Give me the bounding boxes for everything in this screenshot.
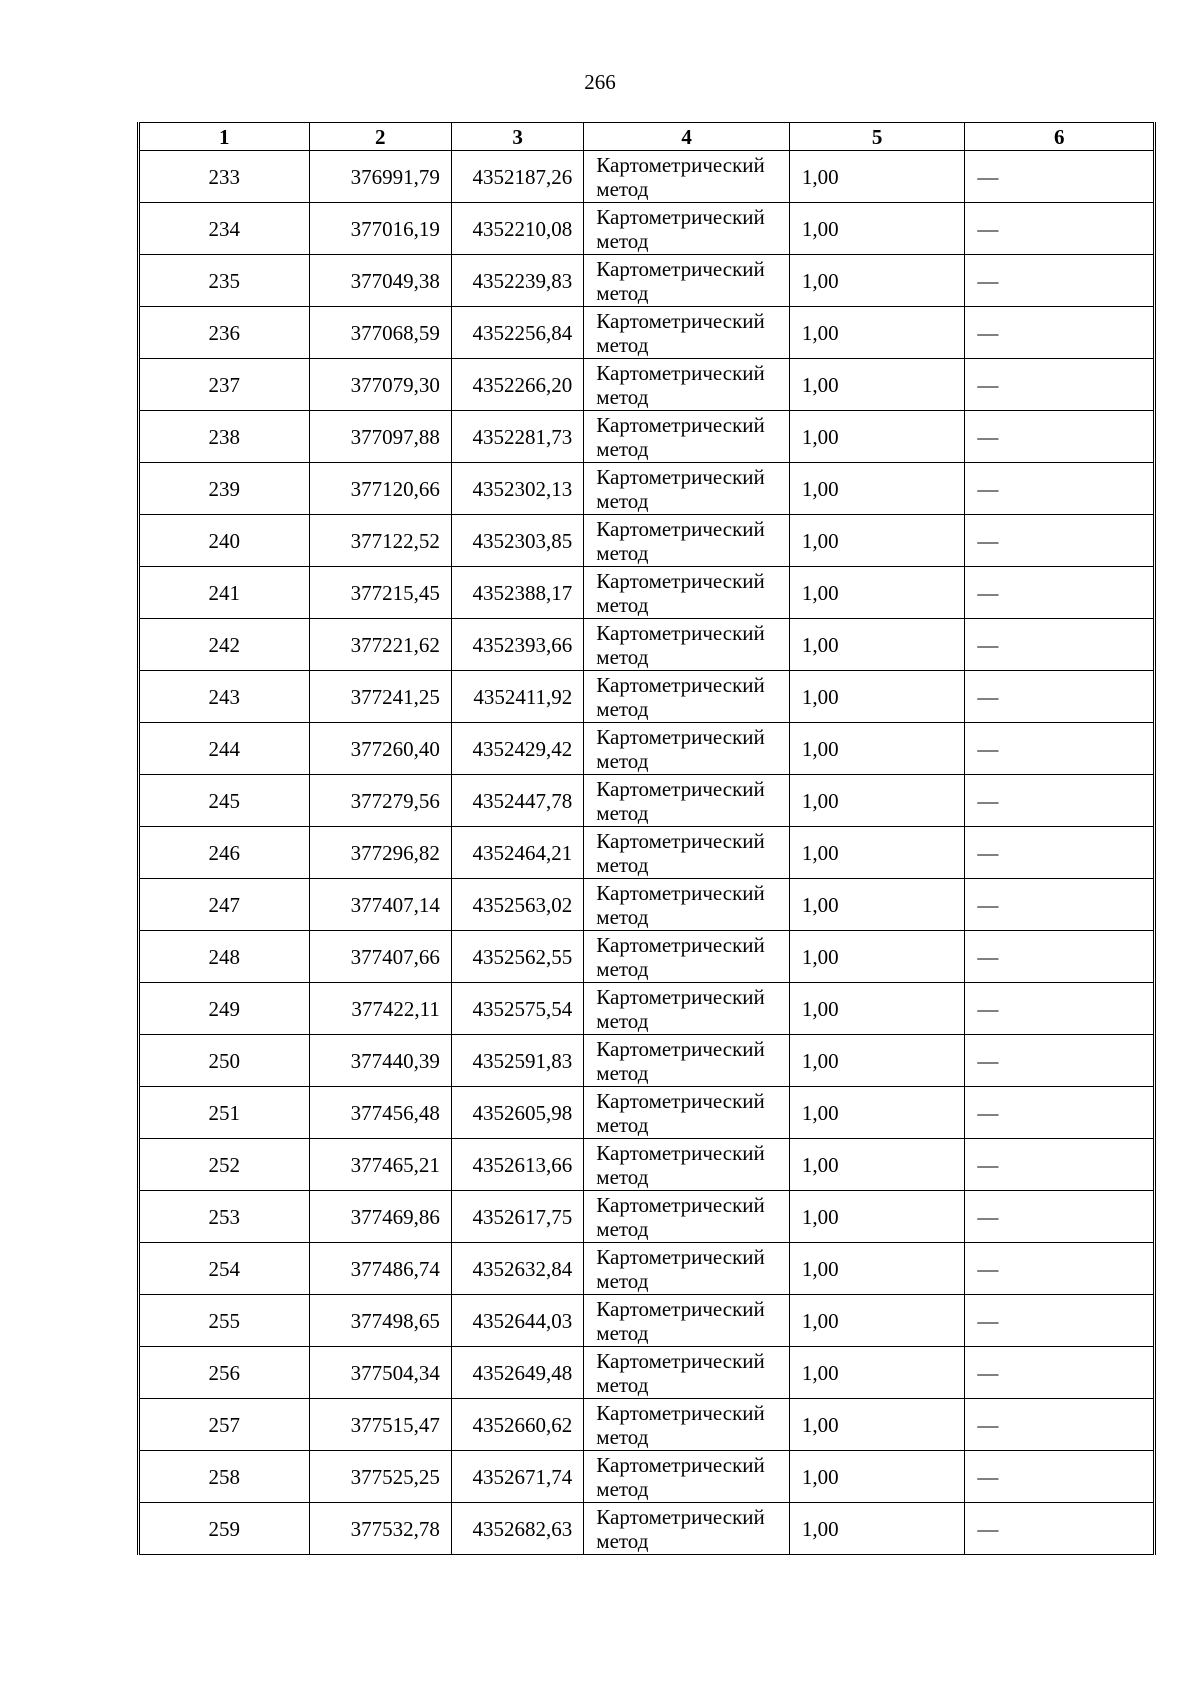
point-number-cell: 248 bbox=[139, 931, 310, 983]
table-row bbox=[139, 307, 1155, 359]
point-number-cell: 237 bbox=[139, 359, 310, 411]
method-line-2: метод bbox=[596, 1320, 649, 1345]
table-row bbox=[139, 879, 1155, 931]
table-row bbox=[139, 723, 1155, 775]
note-cell: — bbox=[965, 723, 1155, 775]
table-row bbox=[139, 1035, 1155, 1087]
point-number-cell: 249 bbox=[139, 983, 310, 1035]
y-coordinate-cell: 4352644,03 bbox=[451, 1295, 583, 1347]
note-cell: — bbox=[965, 463, 1155, 515]
method-line-1: Картометрический bbox=[596, 308, 765, 333]
note-cell: — bbox=[965, 151, 1155, 203]
method-line-2: метод bbox=[596, 800, 649, 825]
method-line-1: Картометрический bbox=[596, 620, 765, 645]
point-number-cell: 259 bbox=[139, 1503, 310, 1555]
table-row bbox=[139, 1295, 1155, 1347]
table-row bbox=[139, 931, 1155, 983]
method-line-2: метод bbox=[596, 228, 649, 253]
note-cell: — bbox=[965, 1347, 1155, 1399]
method-line-1: Картометрический bbox=[596, 1400, 765, 1425]
y-coordinate-cell: 4352388,17 bbox=[451, 567, 583, 619]
accuracy-cell: 1,00 bbox=[789, 1139, 965, 1191]
method-cell bbox=[584, 1399, 790, 1451]
note-cell: — bbox=[965, 775, 1155, 827]
header-row bbox=[139, 123, 1155, 151]
note-cell: — bbox=[965, 827, 1155, 879]
note-cell: — bbox=[965, 307, 1155, 359]
accuracy-cell: 1,00 bbox=[789, 879, 965, 931]
x-coordinate-cell: 377407,66 bbox=[309, 931, 451, 983]
y-coordinate-cell: 4352281,73 bbox=[451, 411, 583, 463]
method-line-2: метод bbox=[596, 176, 649, 201]
accuracy-cell: 1,00 bbox=[789, 411, 965, 463]
accuracy-cell: 1,00 bbox=[789, 931, 965, 983]
method-cell bbox=[584, 515, 790, 567]
method-cell bbox=[584, 463, 790, 515]
x-coordinate-cell: 377016,19 bbox=[309, 203, 451, 255]
method-line-1: Картометрический bbox=[596, 1192, 765, 1217]
note-cell: — bbox=[965, 671, 1155, 723]
note-cell: — bbox=[965, 411, 1155, 463]
note-cell: — bbox=[965, 255, 1155, 307]
table-row bbox=[139, 359, 1155, 411]
note-cell: — bbox=[965, 1503, 1155, 1555]
table-row bbox=[139, 567, 1155, 619]
point-number-cell: 239 bbox=[139, 463, 310, 515]
method-line-2: метод bbox=[596, 1216, 649, 1241]
method-line-2: метод bbox=[596, 436, 649, 461]
y-coordinate-cell: 4352605,98 bbox=[451, 1087, 583, 1139]
method-line-1: Картометрический bbox=[596, 672, 765, 697]
method-line-1: Картометрический bbox=[596, 984, 765, 1009]
table-row bbox=[139, 1243, 1155, 1295]
y-coordinate-cell: 4352210,08 bbox=[451, 203, 583, 255]
y-coordinate-cell: 4352303,85 bbox=[451, 515, 583, 567]
y-coordinate-cell: 4352464,21 bbox=[451, 827, 583, 879]
note-cell: — bbox=[965, 567, 1155, 619]
method-line-2: метод bbox=[596, 1164, 649, 1189]
method-line-2: метод bbox=[596, 332, 649, 357]
y-coordinate-cell: 4352613,66 bbox=[451, 1139, 583, 1191]
accuracy-cell: 1,00 bbox=[789, 1347, 965, 1399]
method-line-2: метод bbox=[596, 1424, 649, 1449]
accuracy-cell: 1,00 bbox=[789, 359, 965, 411]
table-row bbox=[139, 515, 1155, 567]
method-cell bbox=[584, 619, 790, 671]
accuracy-cell: 1,00 bbox=[789, 619, 965, 671]
x-coordinate-cell: 377525,25 bbox=[309, 1451, 451, 1503]
method-line-1: Картометрический bbox=[596, 776, 765, 801]
method-line-1: Картометрический bbox=[596, 360, 765, 385]
method-line-1: Картометрический bbox=[596, 1452, 765, 1477]
method-line-1: Картометрический bbox=[596, 828, 765, 853]
column-header-3: 3 bbox=[451, 123, 583, 151]
table-row bbox=[139, 827, 1155, 879]
x-coordinate-cell: 377279,56 bbox=[309, 775, 451, 827]
table-body bbox=[139, 151, 1155, 1555]
table-row bbox=[139, 1347, 1155, 1399]
x-coordinate-cell: 377122,52 bbox=[309, 515, 451, 567]
y-coordinate-cell: 4352266,20 bbox=[451, 359, 583, 411]
point-number-cell: 234 bbox=[139, 203, 310, 255]
y-coordinate-cell: 4352256,84 bbox=[451, 307, 583, 359]
method-line-1: Картометрический bbox=[596, 1348, 765, 1373]
accuracy-cell: 1,00 bbox=[789, 1295, 965, 1347]
y-coordinate-cell: 4352617,75 bbox=[451, 1191, 583, 1243]
note-cell: — bbox=[965, 1243, 1155, 1295]
accuracy-cell: 1,00 bbox=[789, 1087, 965, 1139]
point-number-cell: 236 bbox=[139, 307, 310, 359]
column-header-1: 1 bbox=[139, 123, 310, 151]
accuracy-cell: 1,00 bbox=[789, 827, 965, 879]
accuracy-cell: 1,00 bbox=[789, 1035, 965, 1087]
point-number-cell: 244 bbox=[139, 723, 310, 775]
y-coordinate-cell: 4352429,42 bbox=[451, 723, 583, 775]
method-cell bbox=[584, 359, 790, 411]
point-number-cell: 250 bbox=[139, 1035, 310, 1087]
x-coordinate-cell: 377049,38 bbox=[309, 255, 451, 307]
method-line-2: метод bbox=[596, 1112, 649, 1137]
y-coordinate-cell: 4352671,74 bbox=[451, 1451, 583, 1503]
method-line-2: метод bbox=[596, 748, 649, 773]
method-cell bbox=[584, 723, 790, 775]
x-coordinate-cell: 377532,78 bbox=[309, 1503, 451, 1555]
point-number-cell: 233 bbox=[139, 151, 310, 203]
y-coordinate-cell: 4352302,13 bbox=[451, 463, 583, 515]
note-cell: — bbox=[965, 619, 1155, 671]
note-cell: — bbox=[965, 1191, 1155, 1243]
point-number-cell: 258 bbox=[139, 1451, 310, 1503]
point-number-cell: 257 bbox=[139, 1399, 310, 1451]
x-coordinate-cell: 377215,45 bbox=[309, 567, 451, 619]
accuracy-cell: 1,00 bbox=[789, 1243, 965, 1295]
note-cell: — bbox=[965, 1295, 1155, 1347]
method-line-1: Картометрический bbox=[596, 516, 765, 541]
method-line-2: метод bbox=[596, 592, 649, 617]
accuracy-cell: 1,00 bbox=[789, 151, 965, 203]
method-line-2: метод bbox=[596, 852, 649, 877]
method-cell bbox=[584, 1139, 790, 1191]
method-line-2: метод bbox=[596, 488, 649, 513]
method-cell bbox=[584, 1347, 790, 1399]
table-row bbox=[139, 255, 1155, 307]
point-number-cell: 255 bbox=[139, 1295, 310, 1347]
accuracy-cell: 1,00 bbox=[789, 515, 965, 567]
method-line-2: метод bbox=[596, 956, 649, 981]
note-cell: — bbox=[965, 983, 1155, 1035]
point-number-cell: 247 bbox=[139, 879, 310, 931]
method-cell bbox=[584, 827, 790, 879]
method-cell bbox=[584, 411, 790, 463]
accuracy-cell: 1,00 bbox=[789, 983, 965, 1035]
x-coordinate-cell: 377260,40 bbox=[309, 723, 451, 775]
x-coordinate-cell: 376991,79 bbox=[309, 151, 451, 203]
x-coordinate-cell: 377079,30 bbox=[309, 359, 451, 411]
method-line-1: Картометрический bbox=[596, 1504, 765, 1529]
point-number-cell: 256 bbox=[139, 1347, 310, 1399]
method-cell bbox=[584, 255, 790, 307]
table-row bbox=[139, 1399, 1155, 1451]
page-number: 266 bbox=[584, 70, 616, 94]
note-cell: — bbox=[965, 1139, 1155, 1191]
method-line-2: метод bbox=[596, 1528, 649, 1553]
accuracy-cell: 1,00 bbox=[789, 775, 965, 827]
point-number-cell: 252 bbox=[139, 1139, 310, 1191]
point-number-cell: 238 bbox=[139, 411, 310, 463]
table-row bbox=[139, 1191, 1155, 1243]
accuracy-cell: 1,00 bbox=[789, 203, 965, 255]
accuracy-cell: 1,00 bbox=[789, 255, 965, 307]
accuracy-cell: 1,00 bbox=[789, 567, 965, 619]
note-cell: — bbox=[965, 879, 1155, 931]
method-line-1: Картометрический bbox=[596, 1244, 765, 1269]
y-coordinate-cell: 4352660,62 bbox=[451, 1399, 583, 1451]
table-row bbox=[139, 619, 1155, 671]
column-header-2: 2 bbox=[309, 123, 451, 151]
method-line-1: Картометрический bbox=[596, 880, 765, 905]
method-line-2: метод bbox=[596, 1372, 649, 1397]
table-row bbox=[139, 1139, 1155, 1191]
note-cell: — bbox=[965, 1087, 1155, 1139]
column-header-5: 5 bbox=[789, 123, 965, 151]
method-line-2: метод bbox=[596, 540, 649, 565]
method-cell bbox=[584, 931, 790, 983]
accuracy-cell: 1,00 bbox=[789, 1399, 965, 1451]
method-cell bbox=[584, 1243, 790, 1295]
method-cell bbox=[584, 1035, 790, 1087]
method-line-2: метод bbox=[596, 384, 649, 409]
method-cell bbox=[584, 1503, 790, 1555]
method-line-1: Картометрический bbox=[596, 204, 765, 229]
x-coordinate-cell: 377486,74 bbox=[309, 1243, 451, 1295]
accuracy-cell: 1,00 bbox=[789, 723, 965, 775]
y-coordinate-cell: 4352393,66 bbox=[451, 619, 583, 671]
method-line-2: метод bbox=[596, 1008, 649, 1033]
method-line-1: Картометрический bbox=[596, 256, 765, 281]
coordinates-table bbox=[137, 122, 1156, 1555]
accuracy-cell: 1,00 bbox=[789, 1503, 965, 1555]
accuracy-cell: 1,00 bbox=[789, 1451, 965, 1503]
method-line-2: метод bbox=[596, 904, 649, 929]
table-row bbox=[139, 151, 1155, 203]
point-number-cell: 240 bbox=[139, 515, 310, 567]
method-cell bbox=[584, 879, 790, 931]
column-header-4: 4 bbox=[584, 123, 790, 151]
x-coordinate-cell: 377296,82 bbox=[309, 827, 451, 879]
y-coordinate-cell: 4352562,55 bbox=[451, 931, 583, 983]
note-cell: — bbox=[965, 1399, 1155, 1451]
method-cell bbox=[584, 671, 790, 723]
method-line-1: Картометрический bbox=[596, 464, 765, 489]
table-row bbox=[139, 203, 1155, 255]
table-row bbox=[139, 983, 1155, 1035]
x-coordinate-cell: 377515,47 bbox=[309, 1399, 451, 1451]
table-row bbox=[139, 463, 1155, 515]
x-coordinate-cell: 377440,39 bbox=[309, 1035, 451, 1087]
table-row bbox=[139, 671, 1155, 723]
y-coordinate-cell: 4352575,54 bbox=[451, 983, 583, 1035]
x-coordinate-cell: 377504,34 bbox=[309, 1347, 451, 1399]
point-number-cell: 254 bbox=[139, 1243, 310, 1295]
x-coordinate-cell: 377120,66 bbox=[309, 463, 451, 515]
point-number-cell: 245 bbox=[139, 775, 310, 827]
method-cell bbox=[584, 1451, 790, 1503]
accuracy-cell: 1,00 bbox=[789, 307, 965, 359]
table-row bbox=[139, 411, 1155, 463]
y-coordinate-cell: 4352649,48 bbox=[451, 1347, 583, 1399]
point-number-cell: 241 bbox=[139, 567, 310, 619]
method-cell bbox=[584, 203, 790, 255]
x-coordinate-cell: 377422,11 bbox=[309, 983, 451, 1035]
method-line-2: метод bbox=[596, 1476, 649, 1501]
method-line-1: Картометрический bbox=[596, 152, 765, 177]
note-cell: — bbox=[965, 515, 1155, 567]
method-line-2: метод bbox=[596, 280, 649, 305]
method-line-2: метод bbox=[596, 696, 649, 721]
note-cell: — bbox=[965, 203, 1155, 255]
table-row bbox=[139, 1451, 1155, 1503]
x-coordinate-cell: 377465,21 bbox=[309, 1139, 451, 1191]
point-number-cell: 251 bbox=[139, 1087, 310, 1139]
method-line-1: Картометрический bbox=[596, 932, 765, 957]
point-number-cell: 253 bbox=[139, 1191, 310, 1243]
x-coordinate-cell: 377407,14 bbox=[309, 879, 451, 931]
y-coordinate-cell: 4352187,26 bbox=[451, 151, 583, 203]
y-coordinate-cell: 4352682,63 bbox=[451, 1503, 583, 1555]
method-line-1: Картометрический bbox=[596, 1036, 765, 1061]
method-line-2: метод bbox=[596, 1268, 649, 1293]
method-cell bbox=[584, 775, 790, 827]
method-cell bbox=[584, 151, 790, 203]
x-coordinate-cell: 377241,25 bbox=[309, 671, 451, 723]
method-cell bbox=[584, 307, 790, 359]
table-row bbox=[139, 775, 1155, 827]
x-coordinate-cell: 377469,86 bbox=[309, 1191, 451, 1243]
method-cell bbox=[584, 567, 790, 619]
y-coordinate-cell: 4352447,78 bbox=[451, 775, 583, 827]
x-coordinate-cell: 377498,65 bbox=[309, 1295, 451, 1347]
x-coordinate-cell: 377097,88 bbox=[309, 411, 451, 463]
y-coordinate-cell: 4352563,02 bbox=[451, 879, 583, 931]
point-number-cell: 243 bbox=[139, 671, 310, 723]
method-line-1: Картометрический bbox=[596, 1296, 765, 1321]
x-coordinate-cell: 377068,59 bbox=[309, 307, 451, 359]
note-cell: — bbox=[965, 359, 1155, 411]
method-line-2: метод bbox=[596, 1060, 649, 1085]
method-line-2: метод bbox=[596, 644, 649, 669]
method-line-1: Картометрический bbox=[596, 1088, 765, 1113]
x-coordinate-cell: 377221,62 bbox=[309, 619, 451, 671]
note-cell: — bbox=[965, 1451, 1155, 1503]
method-cell bbox=[584, 983, 790, 1035]
y-coordinate-cell: 4352591,83 bbox=[451, 1035, 583, 1087]
table-row bbox=[139, 1503, 1155, 1555]
note-cell: — bbox=[965, 931, 1155, 983]
accuracy-cell: 1,00 bbox=[789, 463, 965, 515]
accuracy-cell: 1,00 bbox=[789, 1191, 965, 1243]
method-line-1: Картометрический bbox=[596, 412, 765, 437]
column-header-6: 6 bbox=[965, 123, 1155, 151]
accuracy-cell: 1,00 bbox=[789, 671, 965, 723]
note-cell: — bbox=[965, 1035, 1155, 1087]
method-cell bbox=[584, 1295, 790, 1347]
table-header bbox=[139, 123, 1155, 151]
point-number-cell: 242 bbox=[139, 619, 310, 671]
point-number-cell: 246 bbox=[139, 827, 310, 879]
point-number-cell: 235 bbox=[139, 255, 310, 307]
method-cell bbox=[584, 1191, 790, 1243]
method-cell bbox=[584, 1087, 790, 1139]
y-coordinate-cell: 4352239,83 bbox=[451, 255, 583, 307]
method-line-1: Картометрический bbox=[596, 568, 765, 593]
table-row bbox=[139, 1087, 1155, 1139]
y-coordinate-cell: 4352632,84 bbox=[451, 1243, 583, 1295]
y-coordinate-cell: 4352411,92 bbox=[451, 671, 583, 723]
x-coordinate-cell: 377456,48 bbox=[309, 1087, 451, 1139]
method-line-1: Картометрический bbox=[596, 1140, 765, 1165]
method-line-1: Картометрический bbox=[596, 724, 765, 749]
